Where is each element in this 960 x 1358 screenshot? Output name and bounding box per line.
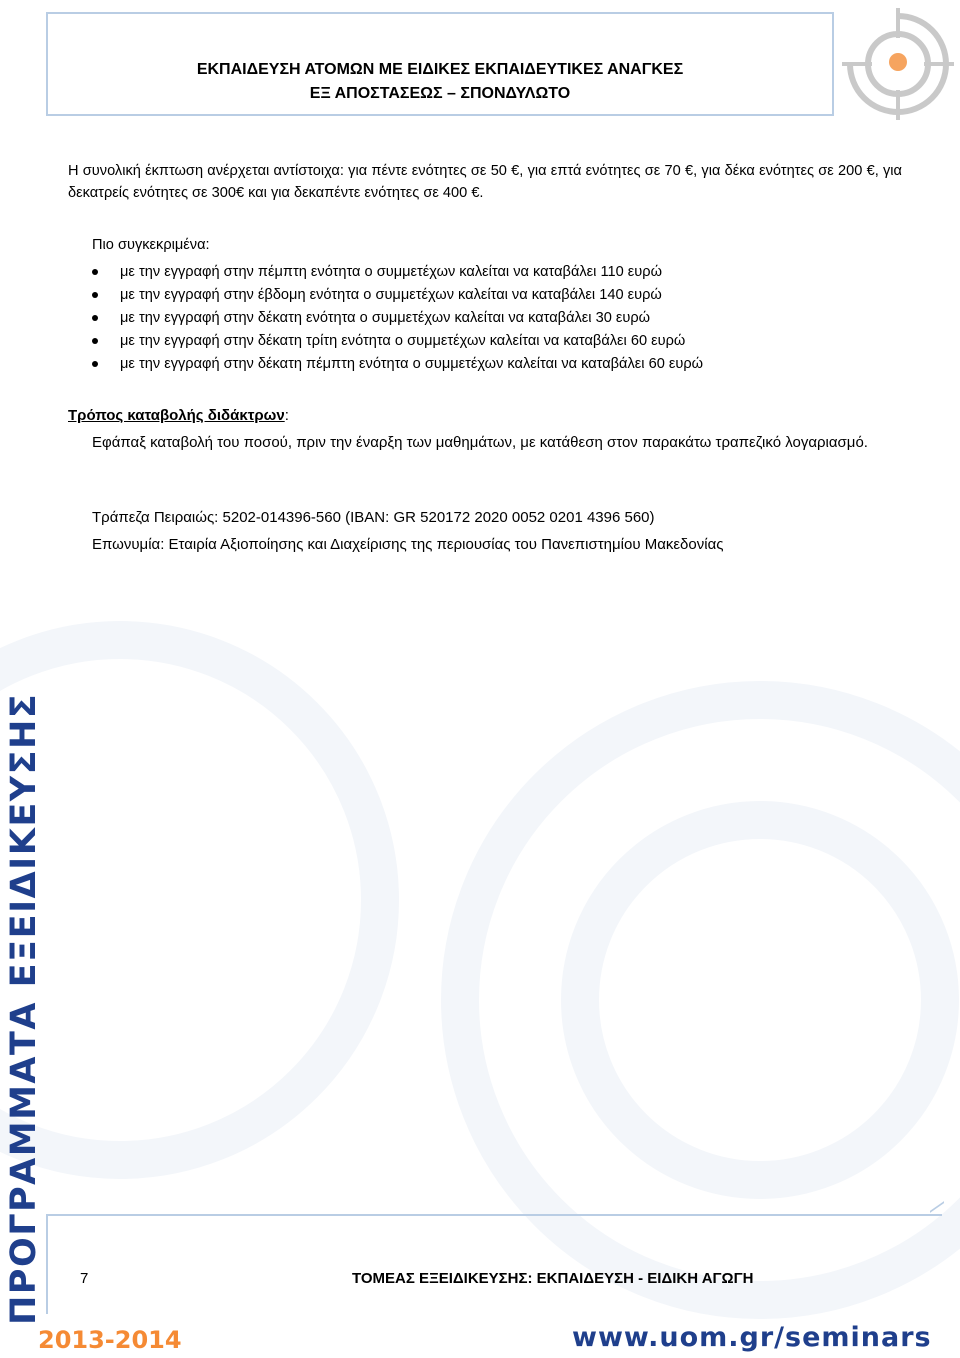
payment-text: Εφάπαξ καταβολή του ποσού, πριν την έναρξη των μαθημάτων, με κατάθεση στον παρακάτω τραπεζικό λογαριασμό. — [92, 434, 868, 451]
list-item: με την εγγραφή στην έβδομη ενότητα ο συμμετέχων καλείται να καταβάλει 140 ευρώ — [92, 284, 703, 307]
account-holder: Επωνυμία: Εταιρία Αξιοποίησης και Διαχείρισης της περιουσίας του Πανεπιστημίου Μακεδονίας — [92, 536, 724, 553]
payment-heading — [68, 405, 289, 427]
website-url: www.uom.gr/seminars — [572, 1322, 932, 1353]
bank-account: Τράπεζα Πειραιώς: 5202-014396-560 (IBAN: GR 520172 2020 0052 0201 4396 560) — [92, 509, 655, 526]
specifics-intro: Πιο συγκεκριμένα: — [92, 237, 210, 253]
footer-title: ΤΟΜΕΑΣ ΕΞΕΙΔΙΚΕΥΣΗΣ: ΕΚΠΑΙΔΕΥΣΗ - ΕΙΔΙΚΗ ΑΓΩΓΗ — [352, 1270, 754, 1287]
header-title-line1: ΕΚΠΑΙΔΕΥΣΗ ΑΤΟΜΩΝ ΜΕ ΕΙΔΙΚΕΣ ΕΚΠΑΙΔΕΥΤΙΚΕΣ ΑΝΑΓΚΕΣ — [196, 61, 684, 78]
sidebar-program-title: ΠΡΟΓΡΑΜΜΑΤΑ ΕΞΕΙΔΙΚΕΥΣΗΣ — [4, 692, 44, 1325]
payment-heading-text: Τρόπος καταβολής διδάκτρων — [68, 407, 285, 424]
header-title-line2: ΕΞ ΑΠΟΣΤΑΣΕΩΣ – ΣΠΟΝΔΥΛΩΤΟ — [309, 85, 571, 102]
target-logo-icon — [842, 8, 954, 120]
fee-list — [92, 261, 703, 376]
footer-frame — [46, 1214, 942, 1314]
list-item: με την εγγραφή στην δέκατη πέμπτη ενότητα ο συμμετέχων καλείται να καταβάλει 60 ευρώ — [92, 353, 703, 376]
list-item: με την εγγραφή στην πέμπτη ενότητα ο συμμετέχων καλείται να καταβάλει 110 ευρώ — [92, 261, 703, 284]
discount-paragraph: Η συνολική έκπτωση ανέρχεται αντίστοιχα: για πέντε ενότητες σε 50 €, για επτά ενότητες σε 70 €, για δέκα ενότητες σε 200 €, για δεκατρείς ενότητες σε 300€ και για δεκαπέντε ενότητες σε 400 €. — [68, 163, 902, 201]
year-range: 2013-2014 — [38, 1326, 182, 1354]
payment-heading-colon: : — [284, 407, 289, 424]
list-item: με την εγγραφή στην δέκατη ενότητα ο συμμετέχων καλείται να καταβάλει 30 ευρώ — [92, 307, 703, 330]
list-item: με την εγγραφή στην δέκατη τρίτη ενότητα ο συμμετέχων καλείται να καταβάλει 60 ευρώ — [92, 330, 703, 353]
page-number: 7 — [80, 1270, 89, 1287]
